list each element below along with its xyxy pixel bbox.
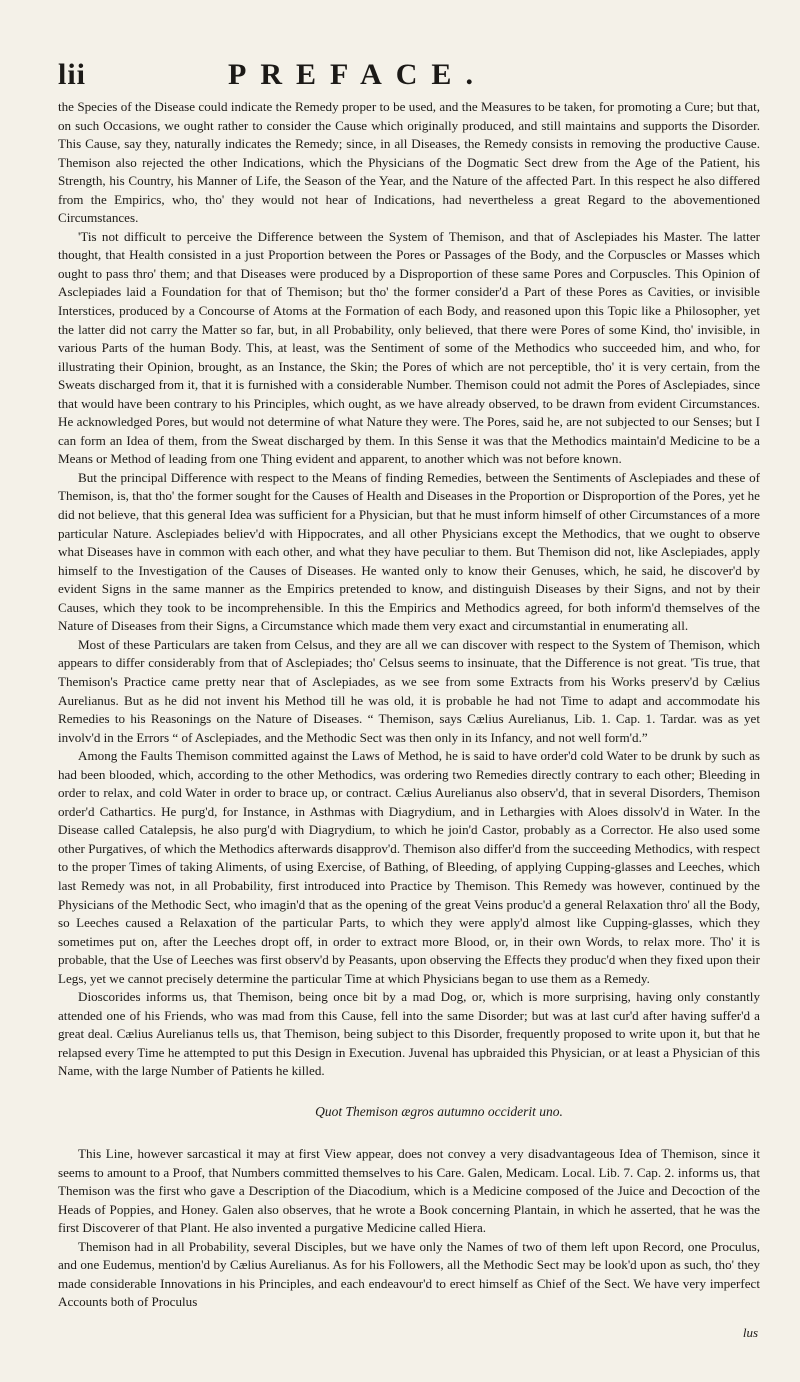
running-title: PREFACE. bbox=[228, 58, 487, 91]
paragraph: Among the Faults Themison committed against the Laws of Method, he is said to have order'd cold Water to be drunk by such as had been blooded, which, according to the other Methodics, was ordering two Remedies directly contrary to each other; Bleeding in order to relax, and cold Water in order to brace up, or contract. Cælius Aurelianus also observ'd, that in several Disorders, Themison order'd Cathartics. He purg'd, for Instance, in Asthmas with Diagrydium, and in Lethargies with Aloes dissolv'd in Water. In the Disease called Catalepsis, he also purg'd with Diagrydium, to which he join'd Castor, probably as a Corrector. He also used some other Purgatives, of which the Methodics afterwards disapprov'd. Themison also differ'd from the succeeding Methodics, with respect to the proper Times of taking Aliments, of using Exercise, of Bathing, of Bleeding, of applying Cupping-glasses and Leeches, which last Remedy was not, in all Probability, first introduced into Practice by Themison. This Remedy was however, continued by the Physicians of the Methodic Sect, who imagin'd that as the opening of the great Veins produc'd a general Relaxation thro' all the Body, so Leeches caused a Relaxation of the particular Parts, to which they were apply'd almost like Cupping-glasses, which they sometimes put on, after the Leeches dropt off, in order to extract more Blood, or, in their own Words, to relax more. Tho' it is probable, that the Use of Leeches was first observ'd by Peasants, upon observing the Effects they produc'd when they fixed upon their Legs, yet we cannot precisely determine the particular Time at which Physicians began to use them as a Remedy. bbox=[58, 748, 760, 986]
paragraph: But the principal Difference with respect to the Means of finding Remedies, between the Sentiments of Asclepiades and these of Themison, is, that tho' the former sought for the Causes of Health and Diseases in the Proportion or Disproportion of the Pores, yet he did not believe, that this general Idea was sufficient for a Physician, but that he must inform himself of other Circumstances of a more particular Nature. Asclepiades believ'd with Hippocrates, and all other Physicians except the Methodics, that we ought to observe what Diseases have in common with each other, and what they have peculiar to them. But Themison did not, like Asclepiades, apply himself to the Investigation of the Causes of Diseases. He wanted only to know their Genuses, which, he said, he discover'd by evident Signs in the same manner as the Empirics pretended to know, and distinguish Diseases by their Signs, and not by their Causes, which they took to be incomprehensible. In this the Empirics and Methodics agreed, for both inform'd themselves of the Nature of Diseases from their Signs, a Circumstance which made them very exact and circumstantial in enumerating all. bbox=[58, 469, 760, 634]
paragraph: This Line, however sarcastical it may at first View appear, does not convey a very disadvantageous Idea of Themison, since it seems to amount to a Proof, that Numbers committed themselves to his Care. Galen, Medicam. Local. Lib. 7. Cap. 2. informs us, that Themison was the first who gave a Description of the Diacodium, which is a Medicine composed of the Juice and Decoction of the Heads of Poppies, and Honey. Galen also observes, that he wrote a Book concerning Plantain, in which he asserted, that he was the first Discoverer of that Plant. He also invented a purgative Medicine called Hiera. bbox=[58, 1145, 760, 1236]
page-number: lii bbox=[58, 58, 87, 91]
paragraph: 'Tis not difficult to perceive the Difference between the System of Themison, and that of Asclepiades his Master. The latter thought, that Health consisted in a just Proportion between the Pores or Passages of the Body, and the Corpuscles or Masses which ought to pass thro' them; and that Diseases were produced by a Disproportion of these same Pores and Corpuscles. This Opinion of Asclepiades laid a Foundation for that of Themison; but tho' the former consider'd a Part of these Pores as Cavities, or invisible Interstices, produced by a Concourse of Atoms at the Formation of each Body, and reasoned upon this Topic like a Philosopher, yet the latter did not carry the Matter so far, but, in all Probability, only believed, that there were Pores of some Kind, tho' invisible, in various Parts of the human Body. This, at least, was the Sentiment of some of the Methodics who succeeded him, and who, for illustrating their Opinion, brought, as an Instance, the Skin; the Pores of which are not perceptible, tho' it is very certain, from the Sweats discharged from it, that it is furnished with a considerable Number. Themison could not admit the Pores of Asclepiades, since that would have been contrary to his Principles, which ought, as we have already observed, to be drawn from evident Circumstances. He acknowledged Pores, but would not determine of what Nature they were. The Pores, said he, are not subjected to our Senses; but I can form an Idea of them, from the Sweat discharged by them. In this Sense it was that the Methodics maintain'd Medicine to be a Means or Method of leading from one Thing evident and apparent, to another which was not before known. bbox=[58, 228, 760, 467]
paragraph: Most of these Particulars are taken from Celsus, and they are all we can discover with respect to the System of Themison, which appears to differ considerably from that of Asclepiades; tho' Celsus seems to insinuate, that the Difference is not great. 'Tis true, that Themison's Practice came pretty near that of Asclepiades, as we see from some Extracts from his Works preserv'd by Cælius Aurelianus. But as he did not invent his Method till he was old, it is probable he had not Time to adapt and accommodate his Remedies to his Reasonings on the Nature of Diseases. “ Themison, says Cælius Aurelianus, Lib. 1. Cap. 1. Tardar. was as yet involv'd in the Errors “ of Asclepiades, and the Methodic Sect was then only in its Infancy, and not well form'd.” bbox=[58, 636, 760, 745]
body-text bbox=[58, 98, 760, 1312]
paragraph: Dioscorides informs us, that Themison, being once bit by a mad Dog, or, which is more surprising, having only constantly attended one of his Friends, who was mad from this Cause, fell into the same Disorder; but was at last cur'd after having suffer'd a great deal. Cælius Aurelianus tells us, that Themison, being subject to this Disorder, frequently proposed to write upon it, but that he relapsed every Time he attempted to put this Design in Execution. Juvenal has upbraided this Physician, or at least a Physician of this Name, with the large Number of Patients he killed. bbox=[58, 989, 760, 1079]
latin-quotation: Quot Themison ægros autumno occiderit uno. bbox=[315, 1103, 563, 1119]
catchword: lus bbox=[742, 1325, 758, 1340]
paragraph: the Species of the Disease could indicate the Remedy proper to be used, and the Measures to be taken, for promoting a Cure; but that, on such Occasions, we ought rather to consider the Cause which originally produced, and still maintains and supports the Disorder. This Cause, say they, naturally indicates the Remedy; since, in all Diseases, the Remedy consists in removing the productive Cause. Themison also rejected the other Indications, which the Physicians of the Dogmatic Sect drew from the Age of the Patient, his Strength, his Country, his Manner of Life, the Season of the Year, and the Nature of the affected Part. In this respect he also differed from the Empirics, who, tho' they would not hear of Indications, had nevertheless a great Regard to the abovementioned Circumstances. bbox=[58, 99, 760, 226]
page-header bbox=[58, 58, 760, 98]
paragraph: Themison had in all Probability, several Disciples, but we have only the Names of two of them left upon Record, one Proculus, and one Eudemus, mention'd by Cælius Aurelianus. As for his Followers, all the Methodic Sect may be look'd upon as such, tho' they made considerable Innovations in his Principles, and each endeavour'd to erect himself as Chief of the Sect. We have very imperfect Accounts both of Proculus bbox=[58, 1238, 760, 1310]
